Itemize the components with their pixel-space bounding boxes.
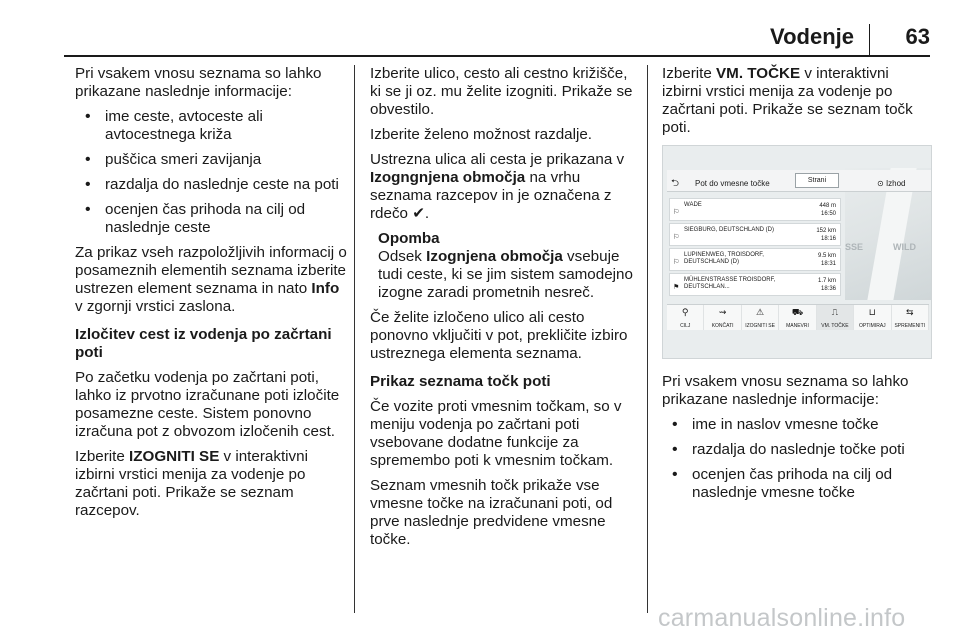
page-number: 63 (905, 24, 930, 49)
section-heading: Prikaz seznama točk poti (370, 373, 551, 390)
paragraph: Pri vsakem vnosu seznama so lahko prikazane naslednje informacije: (75, 65, 322, 100)
exit-label: Izhod (885, 179, 906, 188)
header-rule (64, 55, 930, 57)
list-item: • razdalja do naslednje točke poti (662, 441, 932, 459)
column-1 (75, 65, 347, 527)
route-end-icon: ⇝ (718, 307, 727, 317)
bold-term: IZOGNITI SE (129, 448, 220, 465)
waypoint-icon: ⚐ (673, 209, 680, 216)
destination-icon: ⚲ (681, 307, 689, 317)
header-divider (869, 24, 871, 56)
column-3 (662, 65, 932, 509)
text: Odsek (378, 248, 427, 265)
list-item[interactable] (669, 248, 841, 271)
change-button[interactable] (892, 305, 929, 330)
paragraph (75, 448, 347, 520)
paragraph: Pri vsakem vnosu seznama so lahko prikazane naslednje informacije: (662, 373, 909, 408)
bold-term: VM. TOČKE (716, 65, 801, 82)
bold-term: Izogngnjena območja (370, 169, 526, 186)
arrival-time: 16:50 (820, 211, 836, 217)
waypoint-name: MÜHLENSTRASSE TROISDORF, DEUTSCHLAN... (684, 277, 776, 290)
list-item: • ocenjen čas prihoda na cilj od naslednje vmesne točke (662, 466, 932, 502)
info-list (75, 108, 347, 237)
interactive-selection-bar (667, 304, 929, 330)
exit-button[interactable]: ⊙ Izhod (877, 179, 906, 188)
bold-term: Info (311, 280, 340, 297)
paragraph: Po začetku vodenja po začrtani poti, lahko iz prvotno izračunane poti izločite posamezne ceste. Sistem ponovno izračuna pot z obvozom izločenih cest. (75, 369, 340, 440)
distance: 1.7 km (817, 278, 836, 284)
column-divider (354, 65, 355, 613)
text: Izberite (662, 65, 717, 82)
waypoint-distance (818, 252, 836, 268)
waypoint-list (669, 198, 841, 298)
button-label: CILJ (680, 323, 691, 329)
section-heading: Izločitev cest iz vodenja po začrtani poti (75, 326, 332, 361)
button-label: MANEVRI (786, 323, 809, 329)
button-label: SPREMENITI (894, 323, 926, 329)
avoid-button[interactable] (742, 305, 779, 330)
waypoint-name: SIEGBURG, DEUTSCHLAND (D) (684, 227, 775, 233)
list-item[interactable] (669, 223, 841, 246)
watermark: carmanualsonline.info (658, 604, 906, 632)
column-divider (647, 65, 648, 613)
paragraph (75, 244, 347, 316)
list-item: • puščica smeri zavijanja (75, 151, 347, 169)
text: v interaktivni izbirni vrstici menija za vodenje po začrtani poti. Prikaže se seznam točk poti. (662, 65, 913, 136)
change-icon: ⇆ (905, 307, 914, 317)
end-button[interactable] (704, 305, 741, 330)
back-icon[interactable]: ⮌ (671, 178, 680, 189)
maneuvers-icon: ⛟ (791, 307, 804, 317)
button-label: VM. TOČKE (821, 323, 849, 329)
optimize-icon: ⊔ (868, 307, 876, 317)
text: Za prikaz vseh razpoložljivih informacij o posameznih elementih seznama izberite ustrezen element seznama in nato (75, 244, 347, 297)
list-item: • ime in naslov vmesne točke (662, 416, 932, 434)
button-label: OPTIMIRAJ (858, 323, 886, 329)
destination-button[interactable] (667, 305, 704, 330)
note-text (378, 248, 640, 302)
maneuvers-button[interactable] (779, 305, 816, 330)
waypoint-distance (816, 227, 836, 243)
bold-term: Izognjena območja (426, 248, 563, 265)
waypoints-button[interactable] (817, 305, 854, 330)
text: v interaktivni izbirni vrstici menija za vodenje po začrtani poti. Prikaže se seznam razcepov. (75, 448, 308, 519)
text: na vrhu seznama razcepov in je označena z rdečo ✔. (370, 169, 612, 222)
paragraph (370, 151, 640, 223)
waypoint-name: WADE (684, 202, 702, 208)
paragraph: Če vozite proti vmesnim točkam, so v meniju vodenja po začrtani poti vsebovane dodatne funkcije za spremembo poti k vmesnim točkam. (370, 398, 622, 469)
text: vsebuje tudi ceste, ki se jim sistem samodejno izogne zaradi prometnih nesreč. (378, 248, 633, 301)
list-item: • ocenjen čas prihoda na cilj od naslednje ceste (75, 201, 347, 237)
destination-icon: ⚑ (673, 284, 680, 291)
button-label: KONČATI (711, 323, 734, 329)
waypoint-list-screenshot (662, 145, 932, 359)
note-box (370, 230, 640, 302)
text: Izberite (75, 448, 130, 465)
list-item: • razdalja do naslednje ceste na poti (75, 176, 347, 194)
distance: 9.5 km (817, 253, 836, 259)
paragraph: Seznam vmesnih točk prikaže vse vmesne točke na izračunani poti, od prve naslednje predvidene vmesne točke. (370, 477, 613, 548)
info-list (662, 416, 932, 502)
waypoint-name: LUPINENWEG, TROISDORF, DEUTSCHLAND (D) (684, 252, 764, 265)
text: Ustrezna ulica ali cesta je prikazana v (370, 151, 625, 168)
button-label: IZOGNITI SE (745, 323, 775, 329)
note-title: Opomba (378, 230, 440, 247)
waypoint-distance (818, 277, 836, 293)
map-label: SSE (845, 242, 864, 252)
paragraph: Izberite ulico, cesto ali cestno križišče, ki se ji oz. mu želite izogniti. Prikaže se obvestilo. (370, 65, 633, 118)
waypoint-icon: ⚐ (673, 234, 680, 241)
screen-title: Pot do vmesne točke (695, 179, 770, 188)
avoid-icon: ⚠ (756, 307, 765, 317)
arrival-time: 18:36 (820, 286, 836, 292)
waypoint-distance (819, 202, 836, 218)
paragraph: Izberite želeno možnost razdalje. (370, 126, 593, 143)
map-label: WILD (893, 242, 916, 252)
page-title: Vodenje (770, 24, 854, 49)
list-item[interactable] (669, 198, 841, 221)
list-item[interactable] (669, 273, 841, 296)
pages-button[interactable]: Strani (795, 173, 839, 188)
waypoint-icon: ⚐ (673, 259, 680, 266)
page-header (64, 24, 930, 56)
paragraph: Če želite izločeno ulico ali cesto ponovno vključiti v pot, prekličite izbiro ustreznega elementa seznama. (370, 309, 628, 362)
column-2 (370, 65, 640, 556)
paragraph (662, 65, 932, 137)
distance: 448 m (819, 203, 836, 209)
arrival-time: 18:31 (820, 261, 836, 267)
screen-top-bar (667, 170, 931, 192)
list-item: • ime ceste, avtoceste ali avtocestnega križa (75, 108, 347, 144)
optimize-button[interactable] (854, 305, 891, 330)
distance: 152 km (816, 228, 836, 234)
text: v zgornji vrstici zaslona. (75, 298, 236, 315)
arrival-time: 18:16 (820, 236, 836, 242)
waypoints-icon: ⎍ (831, 307, 839, 317)
